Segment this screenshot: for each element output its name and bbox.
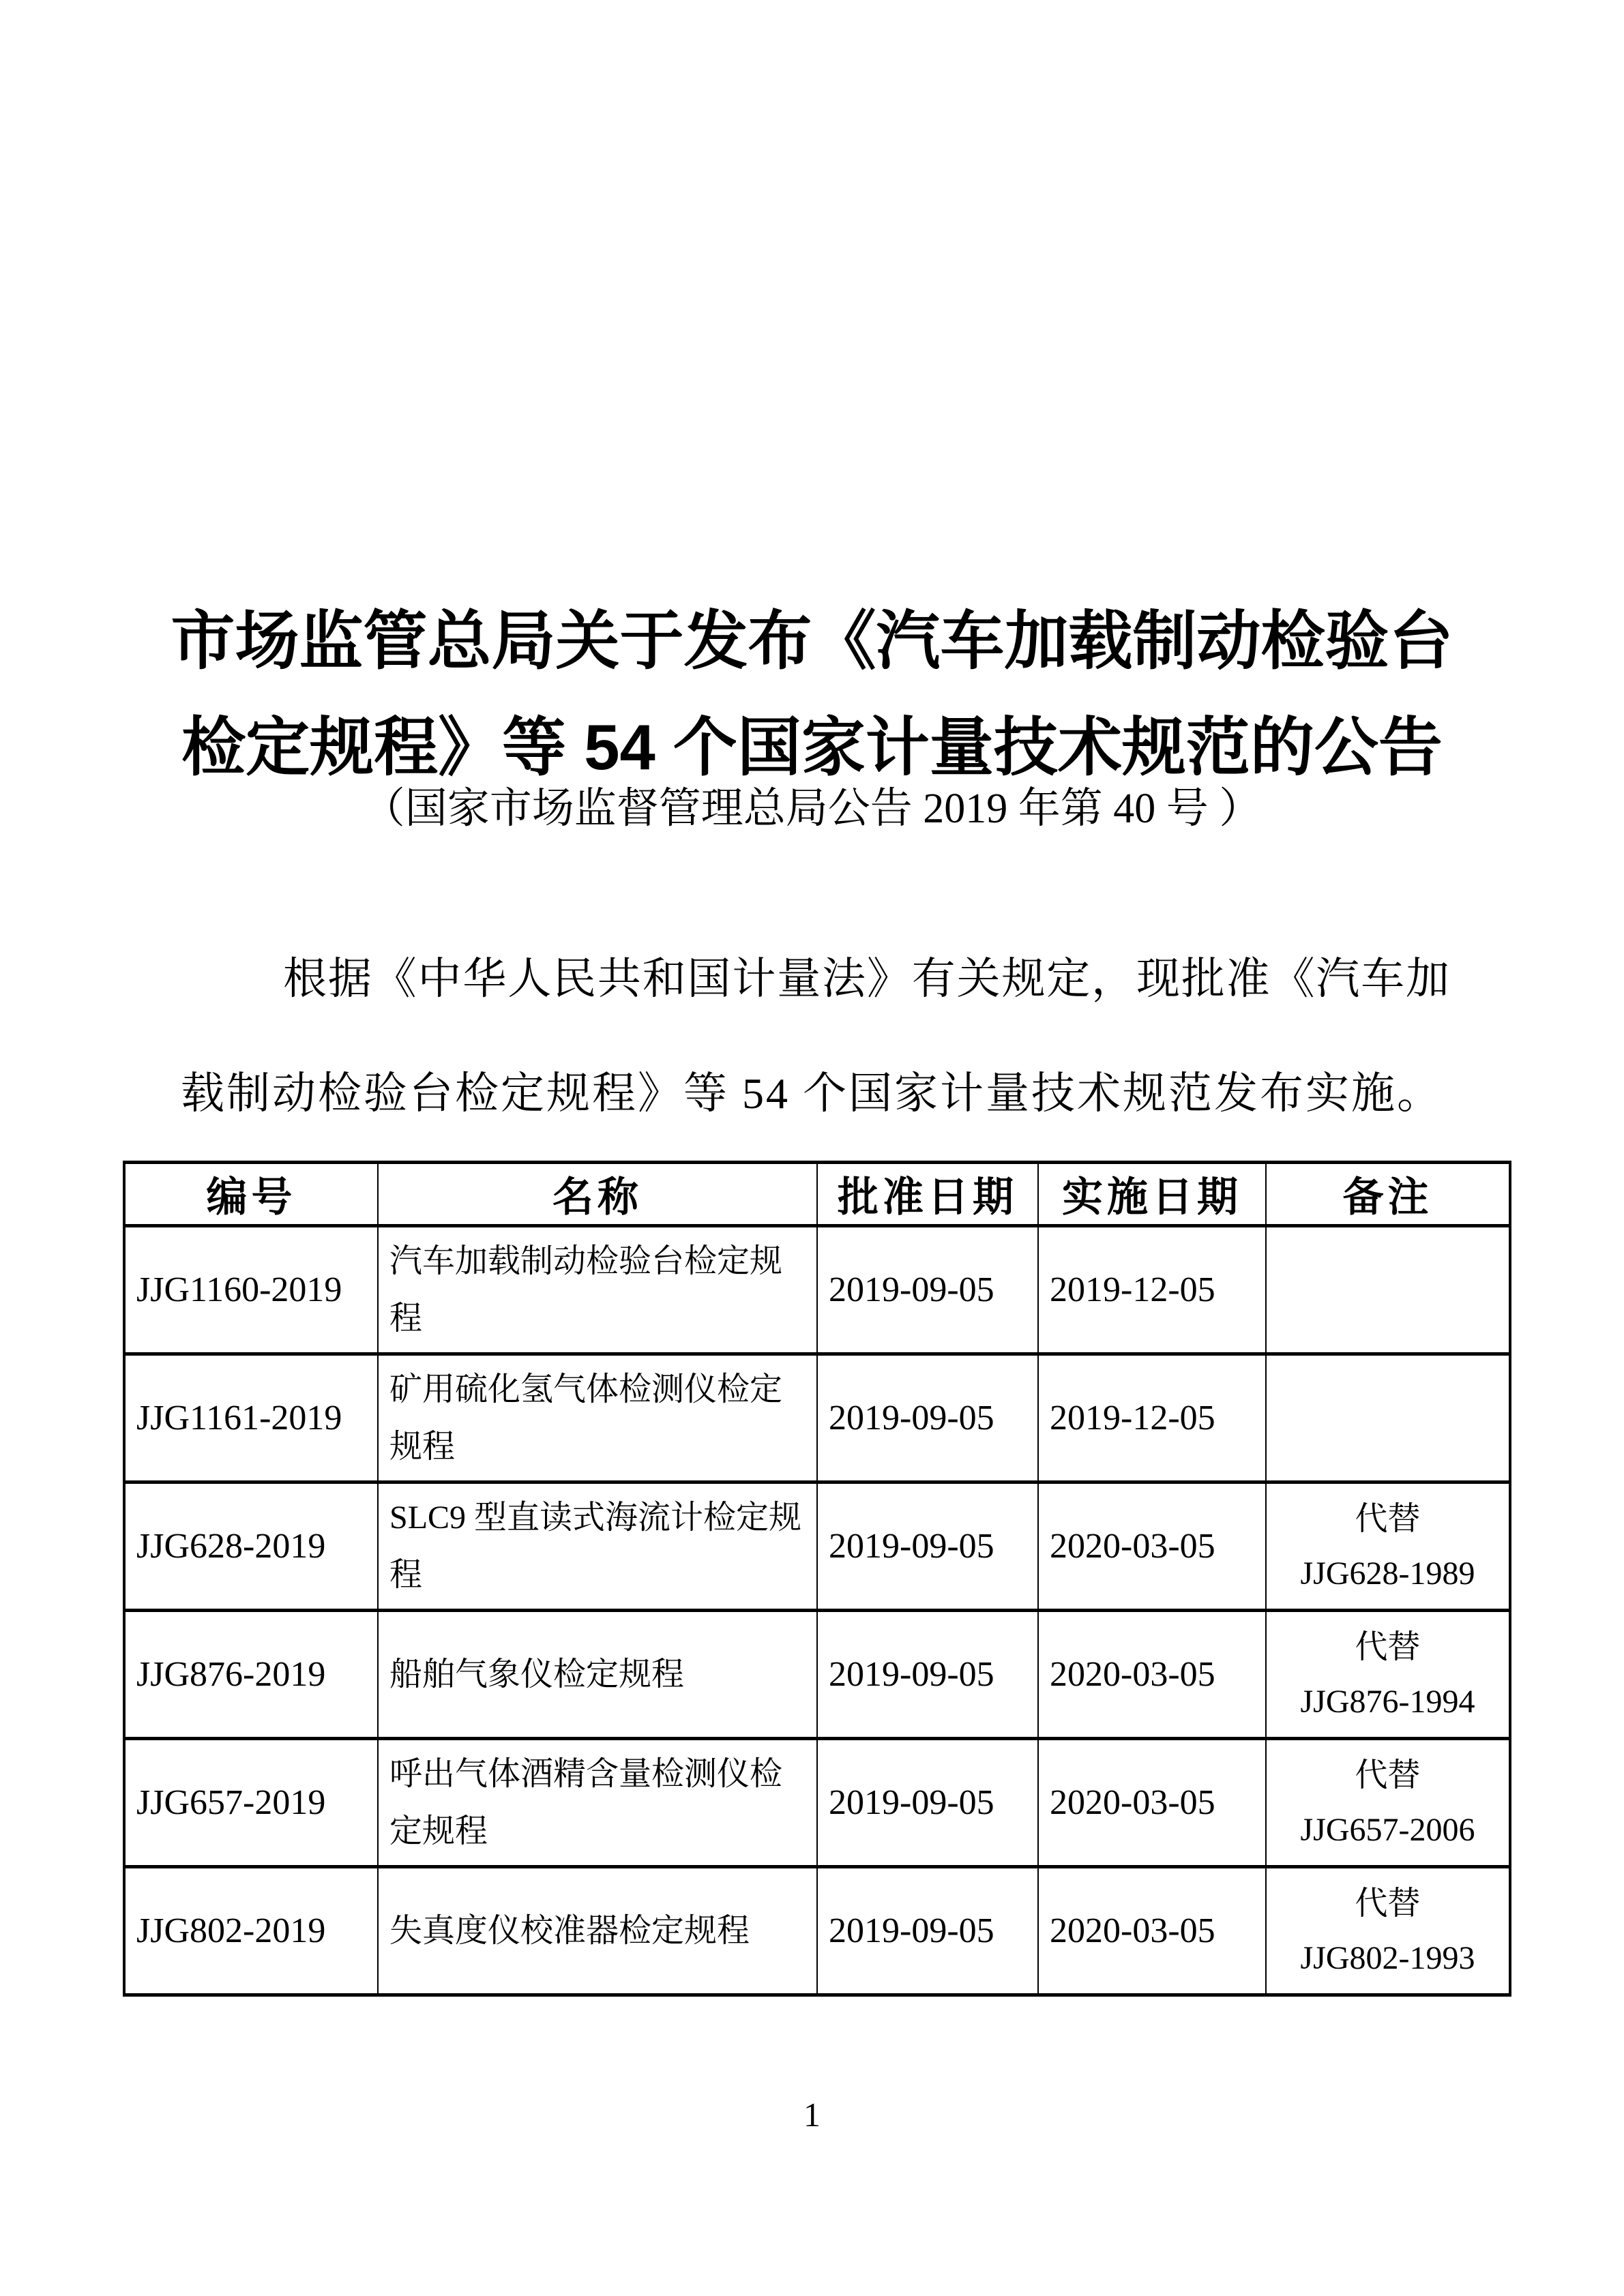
table-row bbox=[124, 1739, 1510, 1867]
cell-approve-date: 2019-09-05 bbox=[817, 1354, 1038, 1482]
remark-line2: JJG876-1994 bbox=[1300, 1683, 1475, 1720]
cell-code: JJG1161-2019 bbox=[124, 1354, 378, 1482]
remark-line2: JJG628-1989 bbox=[1300, 1555, 1475, 1592]
header-approve-date: 批准日期 bbox=[817, 1163, 1038, 1226]
remark-line1: 代替 bbox=[1355, 1500, 1421, 1537]
cell-remark bbox=[1266, 1867, 1510, 1995]
cell-code: JJG876-2019 bbox=[124, 1611, 378, 1739]
cell-implement-date: 2020-03-05 bbox=[1038, 1867, 1266, 1995]
cell-remark bbox=[1266, 1482, 1510, 1611]
cell-name: 呼出气体酒精含量检测仪检定规程 bbox=[378, 1739, 817, 1867]
document-title-line2: 检定规程》等 54 个国家计量技术规范的公告 bbox=[181, 711, 1443, 783]
header-code: 编号 bbox=[124, 1163, 378, 1226]
body-paragraph-line2: 载制动检验台检定规程》等 54 个国家计量技术规范发布实施。 bbox=[181, 1069, 1443, 1118]
body-paragraph bbox=[181, 922, 1449, 1151]
body-paragraph-line1: 根据《中华人民共和国计量法》有关规定，现批准《汽车加 bbox=[283, 955, 1449, 1003]
cell-code: JJG628-2019 bbox=[124, 1482, 378, 1611]
document-subtitle: （国家市场监督管理总局公告 2019 年第 40 号 ） bbox=[362, 786, 1262, 832]
table-row bbox=[124, 1611, 1510, 1739]
cell-name: 船舶气象仪检定规程 bbox=[378, 1611, 817, 1739]
header-implement-date: 实施日期 bbox=[1038, 1163, 1266, 1226]
cell-implement-date: 2019-12-05 bbox=[1038, 1226, 1266, 1354]
cell-code: JJG802-2019 bbox=[124, 1867, 378, 1995]
cell-approve-date: 2019-09-05 bbox=[817, 1611, 1038, 1739]
cell-remark bbox=[1266, 1739, 1510, 1867]
cell-code: JJG657-2019 bbox=[124, 1739, 378, 1867]
cell-approve-date: 2019-09-05 bbox=[817, 1226, 1038, 1354]
cell-implement-date: 2019-12-05 bbox=[1038, 1354, 1266, 1482]
cell-approve-date: 2019-09-05 bbox=[817, 1739, 1038, 1867]
table-row bbox=[124, 1354, 1510, 1482]
remark-line2: JJG802-1993 bbox=[1300, 1939, 1475, 1976]
document-title-line1: 市场监管总局关于发布《汽车加载制动检验台 bbox=[171, 605, 1453, 676]
cell-code: JJG1160-2019 bbox=[124, 1226, 378, 1354]
cell-remark bbox=[1266, 1226, 1510, 1354]
cell-implement-date: 2020-03-05 bbox=[1038, 1611, 1266, 1739]
table-header-row bbox=[124, 1163, 1510, 1226]
document-title bbox=[0, 588, 1624, 801]
table-row bbox=[124, 1867, 1510, 1995]
header-remark: 备注 bbox=[1266, 1163, 1510, 1226]
table-row bbox=[124, 1482, 1510, 1611]
table-row bbox=[124, 1226, 1510, 1354]
remark-line1: 代替 bbox=[1355, 1628, 1421, 1665]
cell-name: 矿用硫化氢气体检测仪检定规程 bbox=[378, 1354, 817, 1482]
cell-implement-date: 2020-03-05 bbox=[1038, 1482, 1266, 1611]
cell-approve-date: 2019-09-05 bbox=[817, 1867, 1038, 1995]
remark-line1: 代替 bbox=[1355, 1885, 1421, 1922]
standards-table bbox=[123, 1161, 1511, 1997]
cell-name: SLC9 型直读式海流计检定规程 bbox=[378, 1482, 817, 1611]
page-number: 1 bbox=[803, 2096, 821, 2134]
cell-name: 汽车加载制动检验台检定规程 bbox=[378, 1226, 817, 1354]
cell-approve-date: 2019-09-05 bbox=[817, 1482, 1038, 1611]
cell-name: 失真度仪校准器检定规程 bbox=[378, 1867, 817, 1995]
remark-line2: JJG657-2006 bbox=[1300, 1811, 1475, 1848]
cell-remark bbox=[1266, 1611, 1510, 1739]
remark-line1: 代替 bbox=[1355, 1757, 1421, 1793]
header-name: 名称 bbox=[378, 1163, 817, 1226]
cell-remark bbox=[1266, 1354, 1510, 1482]
cell-implement-date: 2020-03-05 bbox=[1038, 1739, 1266, 1867]
